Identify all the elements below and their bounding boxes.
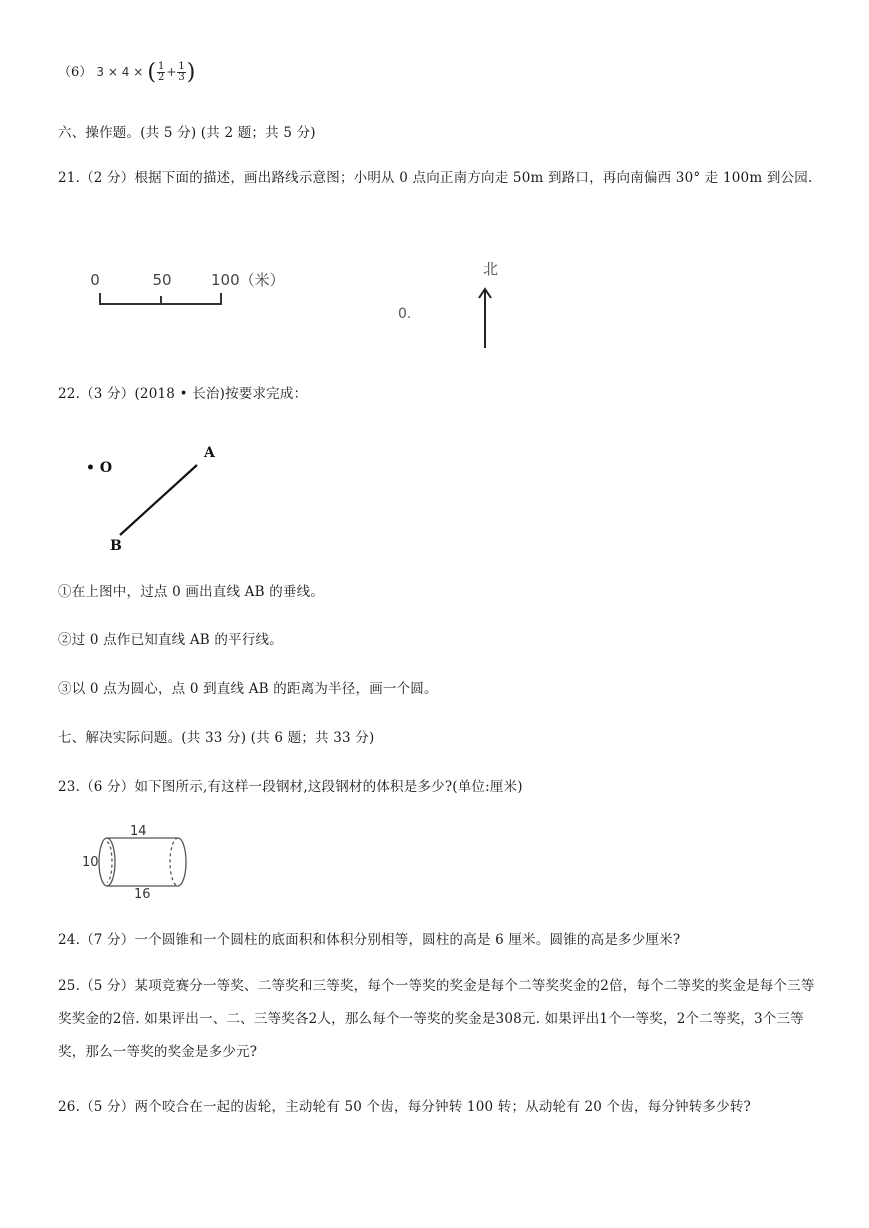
q26-text: 26.（5 分）两个咬合在一起的齿轮，主动轮有 50 个齿，每分钟转 100 转；从动轮有 20 个齿，每分钟转多少转? [58,1099,751,1115]
q23-text: 23.（6 分）如下图所示,有这样一段钢材,这段钢材的体积是多少?(单位:厘米) [58,779,523,795]
north-label: 北 [483,260,499,278]
point-b-label: B [110,538,122,554]
q22-item-2: ②过 0 点作已知直线 AB 的平行线。 [58,632,283,648]
cylinder-label-top: 14 [130,824,147,839]
left-paren: ( [147,60,156,85]
segment-ab [120,465,197,535]
q21-text: 21.（2 分）根据下面的描述，画出路线示意图；小明从 0 点向正南方向走 50m 到路口，再向南偏西 30° 走 100m 到公园. [58,170,813,186]
fraction-1-3: $\frac{1}{3}$ [178,61,185,83]
section-7-heading: 七、解决实际问题。(共 33 分) (共 6 题；共 33 分) [58,730,375,746]
q25-text: 25.（5 分）某项竞赛分一等奖、二等奖和三等奖，每个一等奖的奖金是每个二等奖奖金的2倍，每个二等奖的奖金是每个三等奖奖金的2倍. 如果评出一、二、三等奖各2人，那么每个一等奖的奖金是308元. 如果评出1个一等奖，2个二等奖，3个三等奖，那么一等奖的奖金是多少元? [58,978,815,1060]
q22-text: 22.（3 分）(2018 • 长治)按要求完成： [58,386,308,402]
section-6-heading: 六、操作题。(共 5 分) (共 2 题；共 5 分) [58,125,316,141]
q20-6-label: （6） [58,65,93,80]
scale-bar [100,293,221,305]
q22-figure [80,440,240,555]
right-paren: ) [186,60,196,85]
q22-item-1: ①在上图中，过点 0 画出直线 AB 的垂线。 [58,584,325,600]
point-o-label: • O [86,460,113,476]
fraction-1-2: $\frac{1}{2}$ [157,61,165,83]
point-a-label: A [204,445,215,461]
origin-label: 0. [398,306,412,322]
q20-6-expression [58,60,195,85]
expr-prefix: 3 × 4 × [96,65,144,79]
q23-cylinder-figure [78,820,198,905]
cylinder-label-left: 10 [82,855,99,870]
q24-text: 24.（7 分）一个圆锥和一个圆柱的底面积和体积分别相等，圆柱的高是 6 厘米。圆锥的高是多少厘米? [58,932,681,948]
cylinder-label-bottom: 16 [134,887,151,902]
plus-sign: + [166,65,177,79]
north-arrow-icon [479,289,491,348]
q22-item-3: ③以 0 点为圆心，点 0 到直线 AB 的距离为半径，画一个圆。 [58,681,438,697]
cylinder-shape [99,838,186,886]
scale-label-100: 100（米） [211,271,285,289]
scale-label-50: 50 [152,271,172,289]
scale-label-0: 0 [90,271,100,289]
q21-figure [80,258,520,353]
